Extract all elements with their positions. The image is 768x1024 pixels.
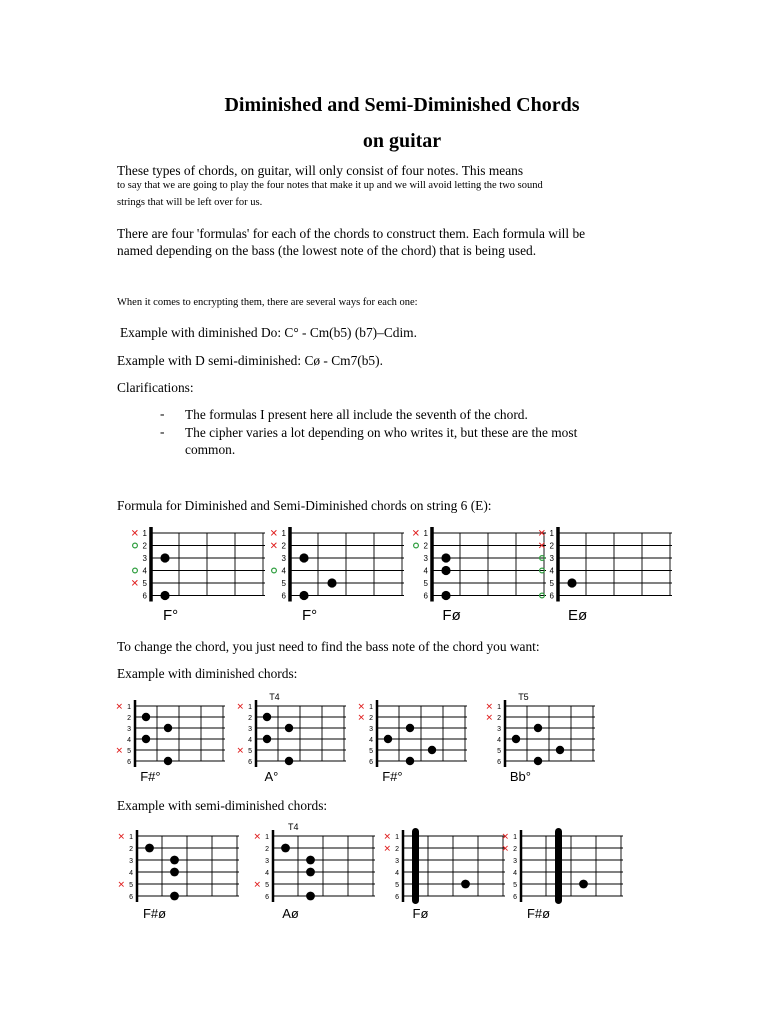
finger-dot (170, 868, 179, 877)
chord-diagram (480, 692, 600, 787)
string-number: 1 (248, 704, 252, 711)
finger-dot (441, 591, 450, 600)
nut (136, 830, 139, 902)
string-number: 3 (127, 726, 131, 733)
finger-dot (306, 856, 315, 865)
finger-dot (142, 735, 150, 743)
string-number: 4 (549, 566, 554, 576)
string-number: 1 (395, 834, 399, 841)
string-number: 4 (497, 737, 501, 744)
muted-string-icon: ✕ (269, 541, 278, 552)
string-number: 4 (281, 566, 286, 576)
chord-name: Eø (568, 607, 588, 624)
muted-string-icon: ✕ (130, 528, 139, 540)
chord-diagram (117, 525, 267, 625)
string-number: 6 (281, 591, 286, 601)
string-number: 2 (129, 846, 133, 853)
finger-dot (534, 724, 542, 732)
finger-dot (567, 578, 576, 587)
string-number: 3 (549, 554, 554, 563)
string-number: 2 (423, 541, 428, 551)
string-number: 3 (265, 858, 269, 865)
bullet-dash: - (160, 406, 165, 421)
finger-dot (406, 757, 414, 765)
string-number: 2 (497, 715, 501, 722)
intro-line2: to say that we are going to play the four notes that make it up and we will avoid letting the two sound (117, 180, 543, 191)
open-string-icon (414, 543, 419, 548)
barre-bar (555, 828, 562, 904)
string-number: 5 (127, 748, 131, 755)
string-number: 5 (265, 882, 269, 889)
string-number: 1 (129, 834, 133, 841)
chord-diagram (112, 822, 237, 922)
muted-string-icon: ✕ (130, 578, 139, 590)
muted-string-icon: ✕ (383, 831, 391, 842)
nut (255, 700, 258, 767)
string-number: 6 (423, 591, 428, 601)
muted-string-icon: ✕ (357, 701, 365, 712)
string-number: 3 (513, 858, 517, 865)
chord-diagram (248, 822, 373, 922)
chord-name: Fø (442, 607, 461, 624)
string-number: 5 (248, 748, 252, 755)
chord-name: Fø (412, 906, 429, 921)
muted-string-icon: ✕ (269, 528, 278, 540)
string-number: 2 (248, 715, 252, 722)
finger-dot (441, 566, 450, 575)
string-number: 2 (127, 715, 131, 722)
string-number: 6 (129, 894, 133, 901)
muted-string-icon: ✕ (253, 831, 261, 842)
chord-diagram (110, 692, 230, 787)
string-number: 5 (513, 882, 517, 889)
clarification-2-continued: common. (185, 442, 236, 457)
nut (402, 830, 405, 902)
finger-dot (170, 856, 179, 865)
finger-dot (142, 713, 150, 721)
chord-name: F° (302, 607, 318, 624)
intro-line3: strings that will be left over for us. (117, 197, 263, 208)
fret-position-label: T4 (288, 822, 299, 832)
formulas-line1: There are four 'formulas' for each of the chords to construct them. Each formula will be (117, 226, 586, 241)
muted-string-icon: ✕ (485, 712, 493, 723)
string-number: 1 (513, 834, 517, 841)
chord-name: A° (264, 769, 279, 784)
change-chord-text: To change the chord, you just need to find the bass note of the chord you want: (117, 639, 540, 654)
chord-diagram (496, 822, 621, 922)
string-number: 4 (142, 566, 147, 576)
clarifications-heading: Clarifications: (117, 380, 194, 395)
string-number: 6 (513, 894, 517, 901)
string-number: 5 (369, 748, 373, 755)
finger-dot (556, 746, 564, 754)
finger-dot (160, 591, 169, 600)
chord-name: Bb° (509, 769, 531, 784)
string-number: 5 (129, 882, 133, 889)
finger-dot (306, 892, 315, 901)
string-number: 3 (369, 726, 373, 733)
chord-name: F#ø (142, 906, 167, 921)
nut (272, 830, 275, 902)
muted-string-icon: ✕ (236, 745, 244, 756)
finger-dot (306, 868, 315, 877)
string-number: 5 (423, 579, 428, 588)
finger-dot (327, 578, 336, 587)
string-number: 2 (142, 541, 147, 551)
open-string-icon (272, 568, 277, 573)
string-number: 1 (281, 529, 286, 538)
string-number: 1 (127, 704, 131, 711)
string-number: 3 (395, 858, 399, 865)
string-number: 2 (513, 846, 517, 853)
finger-dot (406, 724, 414, 732)
finger-dot (164, 757, 172, 765)
string-number: 6 (497, 759, 501, 766)
string-number: 1 (497, 704, 501, 711)
finger-dot (579, 880, 588, 889)
nut (430, 527, 434, 602)
string-number: 3 (281, 554, 286, 563)
string6-heading: Formula for Diminished and Semi-Diminished chords on string 6 (E): (117, 498, 492, 513)
finger-dot (285, 724, 293, 732)
string-number: 5 (497, 748, 501, 755)
finger-dot (299, 553, 308, 562)
fret-position-label: T4 (269, 692, 280, 702)
string-number: 1 (369, 704, 373, 711)
muted-string-icon: ✕ (411, 528, 420, 540)
finger-dot (461, 880, 470, 889)
chord-diagram (256, 525, 406, 625)
chord-diagram (231, 692, 351, 787)
chord-name: F#° (382, 769, 403, 784)
finger-dot (170, 892, 179, 901)
finger-dot (299, 591, 308, 600)
string-number: 4 (513, 870, 517, 877)
muted-string-icon: ✕ (537, 528, 546, 540)
chord-name: F° (163, 607, 179, 624)
string-number: 4 (423, 566, 428, 576)
formulas-line2: named depending on the bass (the lowest note of the chord) that is being used. (117, 243, 537, 258)
muted-string-icon: ✕ (357, 712, 365, 723)
string-number: 2 (549, 541, 554, 551)
string-number: 6 (369, 759, 373, 766)
string-number: 4 (248, 737, 252, 744)
string-number: 3 (423, 554, 428, 563)
chord-name: F#° (140, 769, 161, 784)
chord-name: Aø (282, 906, 299, 921)
string-number: 4 (129, 870, 133, 877)
finger-dot (263, 735, 271, 743)
muted-string-icon: ✕ (117, 831, 125, 842)
clarification-1: The formulas I present here all include the seventh of the chord. (185, 407, 528, 422)
string-number: 3 (129, 858, 133, 865)
string-number: 6 (127, 759, 131, 766)
string-number: 4 (127, 737, 131, 744)
finger-dot (384, 735, 392, 743)
chord-diagram (352, 692, 482, 787)
open-string-icon (540, 568, 545, 573)
muted-string-icon: ✕ (253, 879, 261, 890)
example-diminished-do: Example with diminished Do: C° - Cm(b5) (b7)–Cdim. (120, 325, 417, 340)
muted-string-icon: ✕ (485, 701, 493, 712)
string-number: 2 (265, 846, 269, 853)
string-number: 2 (395, 846, 399, 853)
muted-string-icon: ✕ (236, 701, 244, 712)
finger-dot (534, 757, 542, 765)
nut (288, 527, 292, 602)
nut (134, 700, 137, 767)
finger-dot (512, 735, 520, 743)
string-number: 5 (281, 579, 286, 588)
diminished-examples-heading: Example with diminished chords: (117, 666, 298, 681)
muted-string-icon: ✕ (115, 701, 123, 712)
clarification-2: The cipher varies a lot depending on who writes it, but these are the most (185, 425, 578, 440)
open-string-icon (540, 593, 545, 598)
chord-diagram (524, 525, 674, 625)
finger-dot (281, 844, 290, 853)
string-number: 5 (142, 579, 147, 588)
string-number: 1 (549, 529, 554, 538)
finger-dot (160, 553, 169, 562)
semi-diminished-examples-heading: Example with semi-diminished chords: (117, 798, 328, 813)
string-number: 3 (497, 726, 501, 733)
string-number: 2 (369, 715, 373, 722)
muted-string-icon: ✕ (383, 843, 391, 854)
nut (556, 527, 560, 602)
chord-name: F#ø (526, 906, 551, 921)
page-title-line1: Diminished and Semi-Diminished Chords (224, 94, 580, 116)
finger-dot (145, 844, 154, 853)
finger-dot (263, 713, 271, 721)
muted-string-icon: ✕ (537, 541, 546, 552)
example-d-semi-diminished: Example with D semi-diminished: Cø - Cm7(b5). (117, 353, 383, 368)
page-title-line2: on guitar (362, 130, 442, 152)
string-number: 6 (549, 591, 554, 601)
open-string-icon (133, 543, 138, 548)
string-number: 2 (281, 541, 286, 551)
barre-bar (412, 828, 419, 904)
nut (520, 830, 523, 902)
string-number: 3 (142, 554, 147, 563)
string-number: 4 (369, 737, 373, 744)
chord-diagram (378, 822, 503, 922)
nut (376, 700, 379, 767)
encrypting-text: When it comes to encrypting them, there are several ways for each one: (117, 297, 418, 308)
string-number: 5 (395, 882, 399, 889)
nut (149, 527, 153, 602)
muted-string-icon: ✕ (501, 831, 509, 842)
finger-dot (164, 724, 172, 732)
string-number: 1 (265, 834, 269, 841)
fret-position-label: T5 (518, 692, 529, 702)
string-number: 4 (265, 870, 269, 877)
string-number: 6 (265, 894, 269, 901)
string-number: 3 (248, 726, 252, 733)
nut (504, 700, 507, 767)
string-number: 1 (142, 529, 147, 538)
muted-string-icon: ✕ (115, 745, 123, 756)
open-string-icon (133, 568, 138, 573)
string-number: 5 (549, 579, 554, 588)
muted-string-icon: ✕ (501, 843, 509, 854)
string-number: 6 (248, 759, 252, 766)
finger-dot (285, 757, 293, 765)
bullet-dash: - (160, 424, 165, 439)
finger-dot (428, 746, 436, 754)
string-number: 1 (423, 529, 428, 538)
intro-line1: These types of chords, on guitar, will only consist of four notes. This means (117, 163, 524, 178)
string-number: 6 (142, 591, 147, 601)
string-number: 6 (395, 894, 399, 901)
string-number: 4 (395, 870, 399, 877)
finger-dot (441, 553, 450, 562)
open-string-icon (540, 556, 545, 561)
muted-string-icon: ✕ (117, 879, 125, 890)
